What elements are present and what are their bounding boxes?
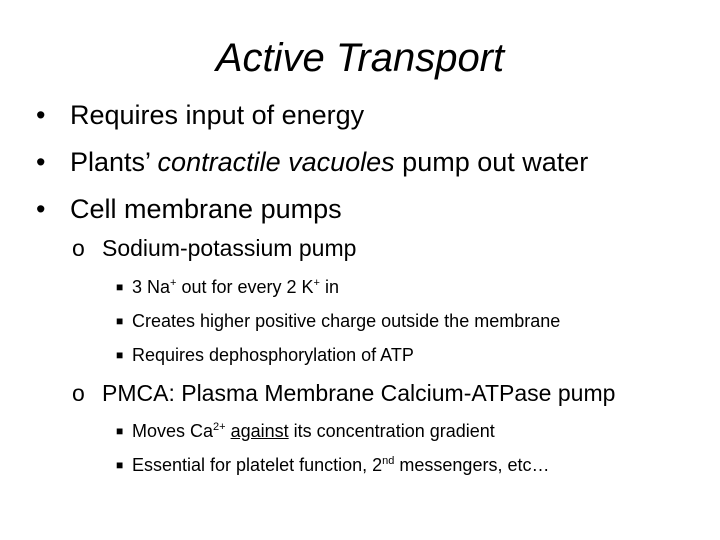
superscript: + — [313, 277, 320, 289]
sub-bullet-sodium-potassium — [72, 233, 356, 263]
bullet-contractile-vacuoles — [36, 145, 588, 179]
superscript: nd — [382, 455, 395, 467]
bullet-text-italic: contractile vacuoles — [157, 147, 395, 177]
bullet-dot-icon: • — [36, 100, 46, 130]
circle-bullet-icon: o — [72, 235, 85, 261]
square-bullet-icon: ■ — [116, 348, 124, 362]
bullet-text-part: Plants’ — [70, 147, 158, 177]
item-text-part: in — [319, 277, 339, 297]
item-moves-ca — [116, 419, 495, 443]
item-text-part: 3 Na — [132, 277, 171, 297]
square-bullet-icon: ■ — [116, 458, 124, 472]
sub-bullet-pmca — [72, 378, 615, 408]
bullet-dot-icon: • — [36, 147, 46, 177]
item-na-k-ratio — [116, 275, 339, 299]
sub-bullet-text: Sodium-potassium pump — [102, 235, 357, 261]
bullet-membrane-pumps — [36, 192, 342, 226]
item-text-part: Essential for platelet function, 2 — [132, 455, 383, 475]
slide-title: Active Transport — [215, 36, 505, 80]
sub-bullet-text: PMCA: Plasma Membrane Calcium-ATPase pump — [102, 380, 616, 406]
bullet-text: Cell membrane pumps — [70, 194, 342, 224]
square-bullet-icon: ■ — [116, 314, 124, 328]
bullet-text: Requires input of energy — [70, 100, 365, 130]
item-dephosphorylation — [116, 343, 414, 367]
item-text: Creates higher positive charge outside the membrane — [132, 311, 561, 331]
item-positive-charge — [116, 309, 560, 333]
bullet-text-part: pump out water — [394, 147, 589, 177]
item-text-part: out for every 2 K — [176, 277, 314, 297]
superscript: + — [170, 277, 177, 289]
underlined-word: against — [230, 421, 289, 441]
superscript: 2+ — [213, 421, 226, 433]
square-bullet-icon: ■ — [116, 424, 124, 438]
bullet-requires-energy — [36, 98, 364, 132]
item-platelet-function — [116, 453, 549, 477]
square-bullet-icon: ■ — [116, 280, 124, 294]
item-text-part: Moves Ca — [132, 421, 214, 441]
item-text: Requires dephosphorylation of ATP — [132, 345, 414, 365]
bullet-dot-icon: • — [36, 194, 46, 224]
item-text-part: its concentration gradient — [288, 421, 495, 441]
item-text-part: messengers, etc… — [394, 455, 550, 475]
circle-bullet-icon: o — [72, 380, 85, 406]
